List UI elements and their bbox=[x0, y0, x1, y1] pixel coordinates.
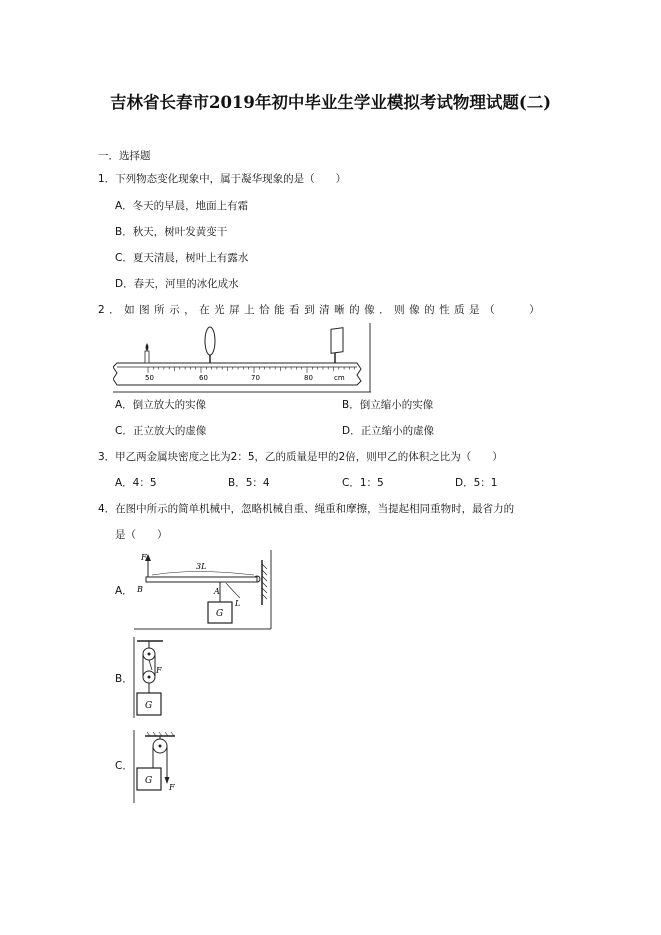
q1-option-a: A．冬天的早晨，地面上有霜 bbox=[115, 200, 249, 212]
question-4-stem: 4．在图中所示的简单机械中，忽略机械自重、绳重和摩擦，当提起相同重物时，最省力的 bbox=[98, 503, 515, 515]
q4-option-a-label: A． bbox=[115, 585, 133, 597]
question-2-stem: 2．如图所示，在光屏上恰能看到清晰的像．则像的性质是（ ） bbox=[98, 304, 545, 316]
lever-figure bbox=[134, 550, 272, 630]
optical-bench-figure bbox=[113, 323, 371, 393]
q3-option-c: C．1：5 bbox=[342, 477, 384, 489]
q2-option-b: B．倒立缩小的实像 bbox=[342, 399, 434, 411]
svg-text:3L: 3L bbox=[196, 562, 207, 571]
svg-text:F: F bbox=[169, 783, 175, 792]
light-screen bbox=[331, 328, 343, 354]
candle bbox=[145, 351, 149, 363]
tick-label: 50 bbox=[145, 374, 154, 382]
q2-option-d: D．正立缩小的虚像 bbox=[342, 425, 435, 437]
q4-option-b-label: B． bbox=[115, 673, 133, 685]
question-4-stem-cont: 是（ ） bbox=[115, 529, 168, 541]
q3-option-a: A．4：5 bbox=[115, 477, 157, 489]
q2-option-a: A．倒立放大的实像 bbox=[115, 399, 207, 411]
q4-option-c-label: C． bbox=[115, 760, 133, 772]
pulley-c-figure bbox=[133, 730, 185, 804]
page-title: 吉林省长春市2019年初中毕业生学业模拟考试物理试题(二) bbox=[109, 93, 552, 112]
svg-text:L: L bbox=[235, 599, 241, 608]
svg-text:B: B bbox=[137, 585, 143, 594]
svg-text:G: G bbox=[216, 609, 224, 619]
q1-option-b: B．秋天，树叶发黄变干 bbox=[115, 226, 228, 238]
tick-label: 80 bbox=[304, 374, 313, 382]
svg-text:G: G bbox=[145, 776, 153, 786]
svg-text:G: G bbox=[145, 701, 153, 711]
svg-text:F: F bbox=[141, 553, 147, 562]
candle-flame bbox=[146, 343, 149, 351]
section-heading: 一．选择题 bbox=[98, 150, 151, 162]
q3-option-b: B．5：4 bbox=[228, 477, 270, 489]
q1-option-c: C．夏天清晨，树叶上有露水 bbox=[115, 252, 249, 264]
tick-label: 60 bbox=[199, 374, 208, 382]
lever-bar bbox=[146, 577, 257, 582]
question-1-stem: 1．下列物态变化现象中，属于凝华现象的是（ ） bbox=[98, 173, 347, 185]
q2-option-c: C．正立放大的虚像 bbox=[115, 425, 207, 437]
question-3-stem: 3．甲乙两金属块密度之比为2：5，乙的质量是甲的2倍，则甲乙的体积之比为（ ） bbox=[98, 451, 503, 463]
q1-option-d: D．春天，河里的冰化成水 bbox=[115, 278, 239, 290]
q3-option-d: D．5：1 bbox=[455, 477, 498, 489]
svg-text:F: F bbox=[156, 666, 162, 675]
convex-lens bbox=[205, 327, 215, 355]
pulley-b-figure bbox=[133, 637, 175, 719]
unit-label: cm bbox=[334, 374, 345, 382]
svg-text:A: A bbox=[214, 587, 220, 596]
tick-label: 70 bbox=[251, 374, 260, 382]
